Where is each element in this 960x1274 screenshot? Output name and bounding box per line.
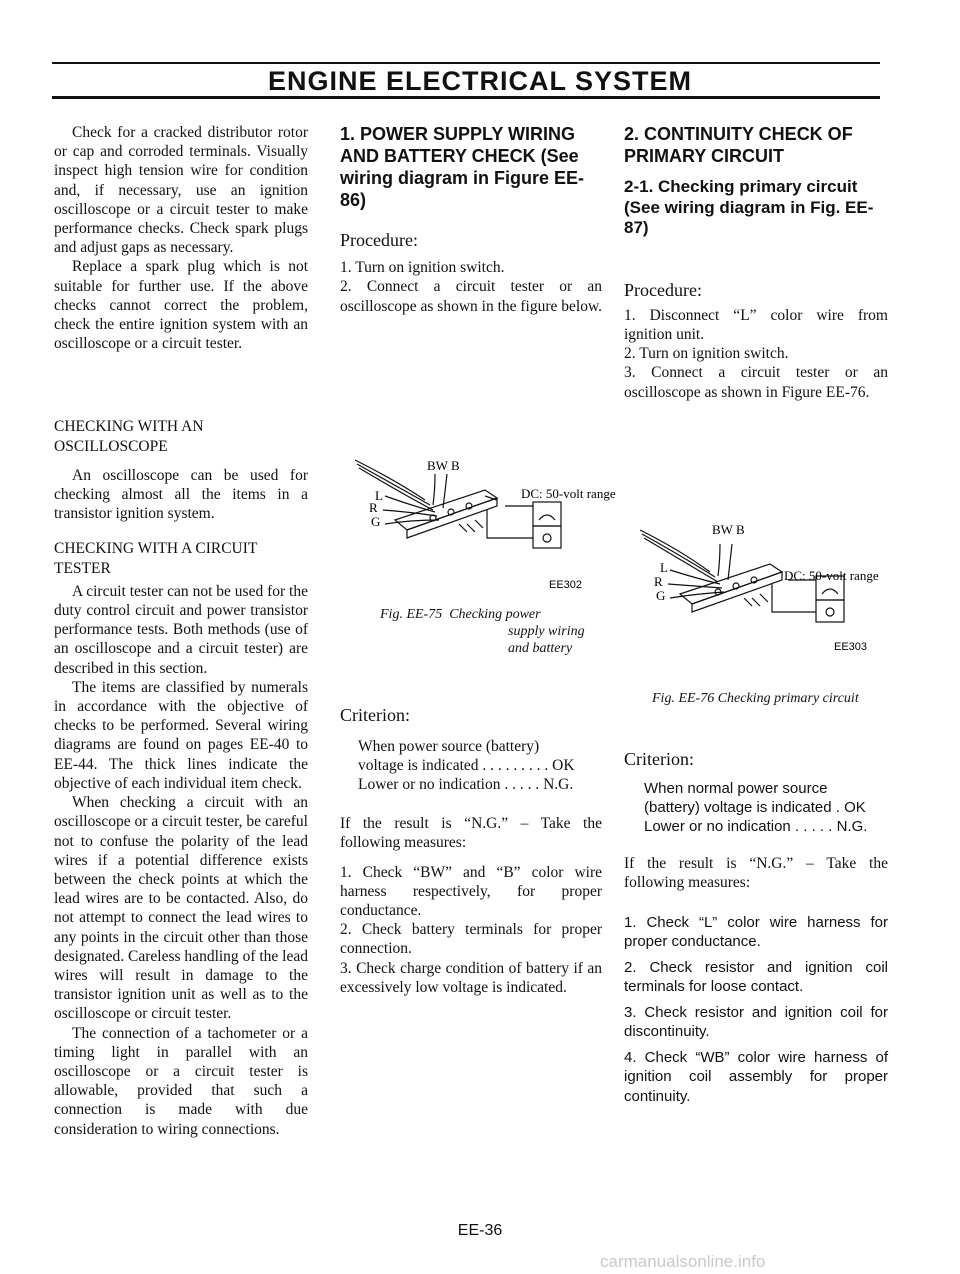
criterion-label: Criterion: [624,749,694,769]
criterion-block-1 [340,706,602,997]
page-number: EE-36 [457,1222,503,1239]
criterion-line: (battery) voltage is indicated . OK [644,799,866,817]
procedure-label: Procedure: [340,230,418,250]
top-rule [52,62,880,64]
figure-code: EE303 [834,641,868,653]
step: 2. Turn on ignition switch. [624,345,789,363]
page-title: ENGINE ELECTRICAL SYSTEM [267,66,693,96]
paragraph: When checking a circuit with an oscilloscope or a circuit tester, be careful not to confuse the polarity of the lead wires if a potential difference exists between the check points at which the lead wires are to be contacted. Also, do not attempt to connect the lead wires to any points in the circuit other than those designated. Careless handling of the lead wires will result in damage to the transistor ignition unit as well as to the oscilloscope or circuit tester. [54,794,308,1023]
fig-title-line: supply wiring [508,624,585,639]
step: 3. Connect a circuit tester or an oscilloscope as shown in Figure EE-76. [624,364,888,401]
figure-code: EE302 [549,579,583,590]
procedure-label: Procedure: [624,279,702,300]
paragraph: A circuit tester can not be used for the duty control circuit and power transistor performance tests. Both methods (use of an oscilloscope and a circuit tester) are described in this section. [54,582,308,677]
result-text: If the result is “N.G.” – Take the following measures: [624,855,888,892]
measure: 3. Check resistor and ignition coil for discontinuity. [624,1003,888,1041]
column-left [54,123,308,1139]
criterion-line: Lower or no indication . . . . . N.G. [358,776,574,794]
result-text: If the result is “N.G.” – Take the following measures: [340,815,602,852]
fig-title-line: and battery [508,641,573,656]
measure: 3. Check charge condition of battery if an excessively low voltage is indicated. [340,959,602,996]
title-underline [52,96,880,99]
step: 2. Connect a circuit tester or an oscilloscope as shown in the figure below. [340,278,603,315]
paragraph: The items are classified by numerals in accordance with the objective of checks to be performed. Several wiring diagrams are found on pages EE-40 to EE-44. The thick lines indicate the objective of each individual item check. [54,678,308,792]
wire-label-l: L [375,488,383,503]
wire-labels-top: BW B [427,458,460,473]
range-label: DC: 50-volt range [521,486,616,501]
figure-caption-ee76: Fig. EE-76 Checking primary circuit [652,691,859,706]
fig-title: Checking power [449,607,541,622]
criterion-label: Criterion: [340,705,410,725]
paragraph: Replace a spark plug which is not suitable for further use. If the above checks cannot correct the problem, check the entire ignition system with an oscilloscope or a circuit tester. [54,258,308,353]
wire-label-r: R [654,574,663,589]
section-heading: CHECKING WITH AN OSCILLOSCOPE [54,418,204,455]
range-label: DC: 50-volt range [784,568,879,583]
section-heading: 1. POWER SUPPLY WIRING AND BATTERY CHECK (See wiring diagram in Figure EE-86) [340,124,585,210]
sub-heading: 2-1. Checking primary circuit (See wiring diagram in Fig. EE-87) [624,177,874,237]
watermark: carmanualsonline.info [600,1252,766,1271]
step: 1. Disconnect “L” color wire from ignition unit. [624,306,888,343]
wiring-diagram-ee76 [640,514,900,666]
criterion-line: voltage is indicated . . . . . . . . . OK [358,757,575,775]
paragraph: The connection of a tachometer or a timing light in parallel with an oscilloscope or a circuit tester is allowable, provided that such a connection is made with due consideration to wiring connections. [54,1024,308,1138]
paragraph: Check for a cracked distributor rotor or cap and corroded terminals. Visually inspect high tension wire for condition and, if necessary, use an ignition oscilloscope or a circuit tester to make performance checks. Check spark plugs and adjust gaps as necessary. [54,124,308,257]
fig-number: Fig. EE-75 [380,607,443,622]
step: 1. Turn on ignition switch. [340,259,505,277]
criterion-line: When normal power source [644,780,828,798]
measure: 2. Check resistor and ignition coil terminals for loose contact. [624,958,888,996]
section-heading: CHECKING WITH A CIRCUIT TESTER [54,540,258,577]
section-heading: 2. CONTINUITY CHECK OF PRIMARY CIRCUIT [624,124,853,166]
paragraph: An oscilloscope can be used for checking almost all the items in a transistor ignition system. [54,466,308,523]
wiring-diagram-ee75 [355,450,620,590]
column-right [624,123,888,402]
measure: 4. Check “WB” color wire harness of ignition coil assembly for proper continuity. [624,1048,888,1105]
criterion-block-2 [624,750,888,1106]
criterion-line: When power source (battery) [358,738,540,756]
wire-label-l: L [660,560,668,575]
wire-label-g: G [656,588,666,603]
wire-label-g: G [371,514,381,529]
figure-caption-ee75 [380,606,600,657]
wire-label-r: R [369,500,378,515]
criterion-line: Lower or no indication . . . . . N.G. [644,818,868,836]
wire-labels-top: BW B [712,522,745,537]
measure: 2. Check battery terminals for proper connection. [340,921,602,958]
column-middle [340,123,602,316]
measure: 1. Check “L” color wire harness for proper conductance. [624,913,888,951]
measure: 1. Check “BW” and “B” color wire harness respectively, for proper conductance. [340,863,602,920]
